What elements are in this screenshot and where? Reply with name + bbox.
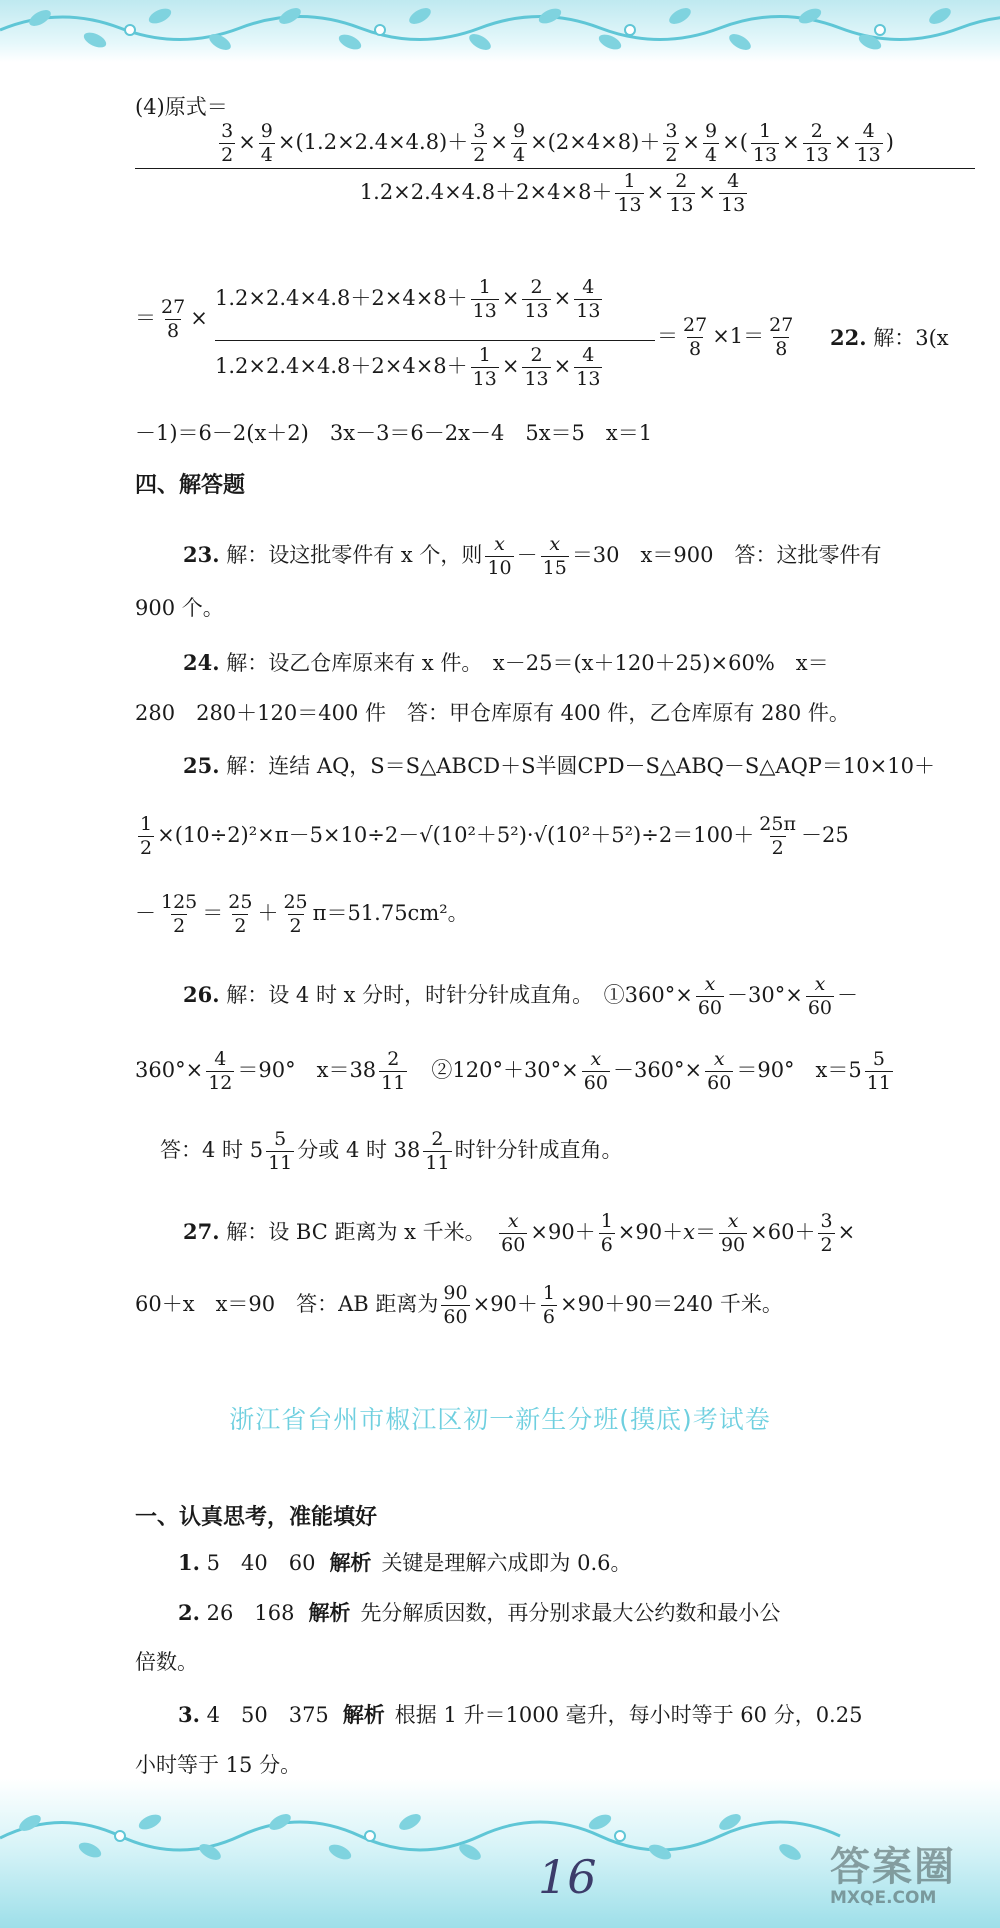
q24-number: 24. [183,650,220,675]
item-number: 2. [178,1600,200,1625]
item-answer: 4 50 375 [206,1703,329,1727]
q23-line1: 23. 解：设这批零件有 x 个，则 $\frac{x}{10}$ － $\frac{x}{15}$ ＝30 x＝900 答：这批零件有 [183,533,882,579]
watermark-logo [830,1835,995,1915]
q27-line2: 60＋x x＝90 答：AB 距离为 $\frac{90}{60}$ ×90＋ $\frac{1}{6}$ ×90＋90＝240 千米。 [135,1282,783,1328]
p4-line2-numerator: 1.2×2.4×4.8＋2×4×8＋ $\frac{1}{13}$ × $\frac{2}{13}$ × $\frac{4}{13}$ [215,276,601,322]
q26-text: 解：设 4 时 x 分时，时针分针成直角。 ①360°× [226,983,693,1007]
q24-text: 解：设乙仓库原来有 x 件。 x－25＝(x＋120＋25)×60% x＝ [226,651,829,675]
q22-text: 解：3(x [873,326,949,350]
q25-text: 解：连结 AQ，S＝S△ABCD＋S半圆CPD－S△ABQ－S△AQP＝10×10＋ [226,754,935,778]
q25-line3: － $\frac{125}{2}$ ＝ $\frac{25}{2}$ ＋ $\frac{25}{2}$ π＝51.75cm²。 [135,891,469,937]
item-number: 3. [178,1702,200,1727]
q26-number: 26. [183,982,220,1007]
p4-num-part-a: ×(1.2×2.4×4.8)＋ [277,130,469,154]
q27-line2-b: ＝240 千米。 [652,1292,783,1316]
q26-line2-c: ②120°＋30°× [431,1058,579,1082]
p4-num-part-b: ×(2×4×8)＋ [530,130,661,154]
q23-text-b: ＝30 x＝900 答：这批零件有 [571,543,882,567]
p4-fraction-bar [135,168,975,169]
p4-result-text: ×1＝ [712,324,765,348]
q26-line2-d: ＝90° x＝5 [736,1058,862,1082]
p4-den-part: 1.2×2.4×4.8＋2×4×8＋ [359,180,613,204]
q22-line2: －1)＝6－2(x＋2) 3x－3＝6－2x－4 5x＝5 x＝1 [135,421,653,445]
p4-label: (4)原式＝ [135,95,228,119]
q26-line3-c: 时针分针成直角。 [454,1138,623,1162]
item-3 [178,1700,862,1730]
item-analysis: 关键是理解六成即为 0.6。 [381,1551,632,1575]
q25-line2: $\frac{1}{2}$ ×(10÷2)²×π－5×10÷2－√(10²＋5²)·√(10²＋5²)÷2＝100＋ $\frac{25\pi}{2}$ －25 [140,813,849,859]
q27-text: 解：设 BC 距离为 x 千米。 [226,1220,476,1244]
analysis-label: 解析 [342,1703,385,1727]
q23-number: 23. [183,542,220,567]
item-answer: 5 40 60 [206,1551,316,1575]
exam-title: 浙江省台州市椒江区初一新生分班(摸底)考试卷 [229,1405,771,1434]
analysis-label: 解析 [308,1601,351,1625]
item-analysis: 先分解质因数，再分别求最大公约数和最小公 [360,1601,781,1625]
item-2-cont: 倍数。 [135,1650,198,1674]
p4-big-denominator: 1.2×2.4×4.8＋2×4×8＋ $\frac{1}{13}$ × $\frac{2}{13}$ × $\frac{4}{13}$ [359,170,746,216]
q25-line2-tail: －25 [800,823,849,847]
q24-line2: 280 280＋120＝400 件 答：甲仓库原有 400 件，乙仓库原有 280 件。 [135,701,850,725]
q26-line3: 答：4 时 5 $\frac{5}{11}$ 分或 4 时 38 $\frac{2}{11}$ 时针分针成直角。 [160,1128,623,1174]
section-4-heading: 四、解答题 [135,473,246,498]
p4-line2-result: ＝ $\frac{27}{8}$ ×1＝ $\frac{27}{8}$ [657,314,794,360]
item-1 [178,1548,632,1578]
q26-line2-a: 360°× [135,1058,204,1082]
q27-line1: 27. 解：设 BC 距离为 x 千米。 $\frac{x}{60}$ ×90＋ $\frac{1}{6}$ ×90＋x＝ $\frac{x}{90}$ ×60＋ $\frac{3}{2}$ × [183,1210,856,1256]
q25-line3-text: π＝51.75cm²。 [312,901,469,925]
item-number: 1. [178,1550,200,1575]
q26-line1: 26. 解：设 4 时 x 分时，时针分针成直角。 ①360°× $\frac{x}{60}$ －30°× $\frac{x}{60}$ － [183,973,859,1019]
p4-line2-bar [215,340,655,341]
item-2 [178,1598,780,1628]
p4-line2-denominator: 1.2×2.4×4.8＋2×4×8＋ $\frac{1}{13}$ × $\frac{2}{13}$ × $\frac{4}{13}$ [215,344,601,390]
watermark-url: MXQE.COM [830,1888,937,1908]
p4-line2-eq: ＝ $\frac{27}{8}$ × [135,296,208,342]
q25-line2-text: ×(10÷2)²×π－5×10÷2－√(10²＋5²)·√(10²＋5²)÷2＝100＋ [157,823,755,847]
eq-sign: ＝ [135,306,156,330]
analysis-label: 解析 [329,1551,372,1575]
q22-number: 22. [830,325,867,350]
q26-line3-b: 分或 4 时 38 [297,1138,421,1162]
watermark-text: 答案圈 [830,1844,956,1890]
q25-line1 [183,751,935,781]
q23-line2: 900 个。 [135,596,224,620]
q27-number: 27. [183,1219,220,1244]
q26-line2: 360°× $\frac{4}{12}$ ＝90° x＝38 $\frac{2}{11}$ ②120°＋30°× $\frac{x}{60}$ －360°× $\frac{x}{60}$ ＝90° x＝5 $\frac{5}{11}$ [135,1048,891,1094]
item-analysis: 根据 1 升＝1000 毫升，每小时等于 60 分，0.25 [394,1703,863,1727]
page-number: 16 [538,1850,597,1904]
q26-line2-b: ＝90° x＝38 [237,1058,377,1082]
q26-line3-a: 答：4 时 5 [160,1138,264,1162]
p4-big-numerator: $\frac{3}{2}$ × $\frac{9}{4}$ ×(1.2×2.4×4.8)＋ $\frac{3}{2}$ × $\frac{9}{4}$ ×(2×4×8)＋ $\frac{3}{2}$ × $\frac{9}{4}$ ×( $\frac{1}{13}$ × $\frac{2}{13}$ × $\frac{4}{13}$ ) [221,120,894,166]
q27-line2-a: 60＋x x＝90 答：AB 距离为 [135,1292,439,1316]
item-3-cont: 小时等于 15 分。 [135,1753,302,1777]
part-1-heading: 一、认真思考，准能填好 [135,1505,378,1530]
q24-line1 [183,648,829,678]
p4-line2-den-text: 1.2×2.4×4.8＋2×4×8＋ [215,354,468,378]
q22-head [830,323,949,353]
p4-line2-num-text: 1.2×2.4×4.8＋2×4×8＋ [215,286,468,310]
q23-text-a: 解：设这批零件有 x 个，则 [226,543,483,567]
q25-number: 25. [183,753,220,778]
item-answer: 26 168 [206,1601,295,1625]
